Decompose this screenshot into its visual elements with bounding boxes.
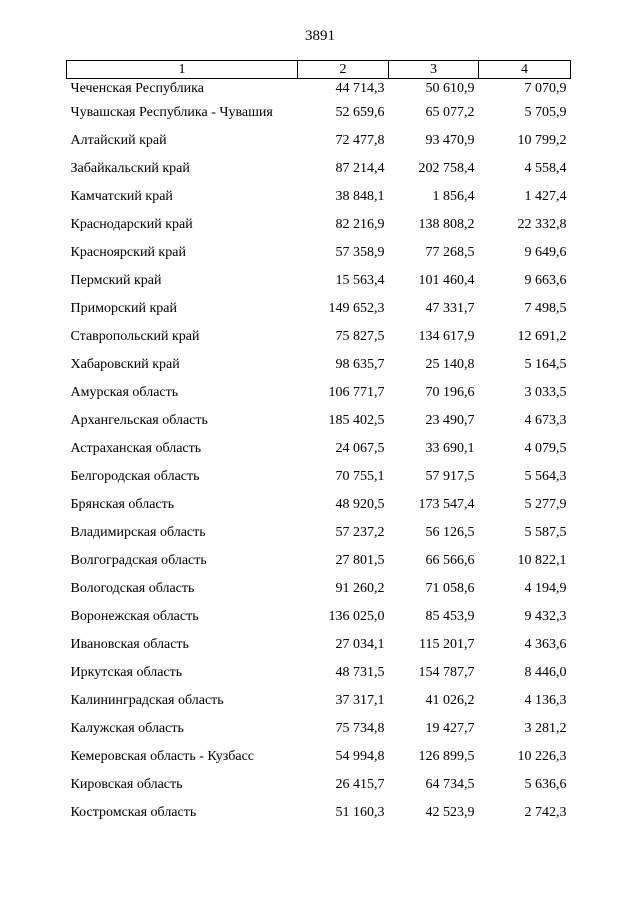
region-name: Алтайский край [70,133,167,148]
column-4-value: 4 673,3 [524,413,567,428]
column-3-value: 70 196,6 [425,385,475,400]
column-3-value: 173 547,4 [418,497,475,512]
table-row [67,687,571,715]
column-3-value: 57 917,5 [425,469,475,484]
column-2-value: 48 731,5 [335,665,385,680]
table-row [67,127,571,155]
column-2-value: 70 755,1 [335,469,385,484]
column-2-value: 51 160,3 [335,805,385,820]
column-4-value: 5 277,9 [524,497,567,512]
column-4-value: 1 427,4 [524,189,567,204]
column-3-value: 47 331,7 [425,301,475,316]
column-2-value: 52 659,6 [335,105,385,120]
table-row [67,519,571,547]
column-2-value: 136 025,0 [328,609,385,624]
column-header-2: 2 [298,61,389,79]
column-4-value: 9 663,6 [524,273,567,288]
column-header-1: 1 [67,61,298,79]
region-name: Красноярский край [70,245,186,260]
column-4-value: 10 799,2 [517,133,567,148]
column-4-value: 5 705,9 [524,105,567,120]
column-4-value: 5 636,6 [524,777,567,792]
column-2-value: 57 237,2 [335,525,385,540]
column-4-value: 2 742,3 [524,805,567,820]
column-4-value: 9 649,6 [524,245,567,260]
region-name: Краснодарский край [70,217,193,232]
column-2-value: 149 652,3 [328,301,385,316]
column-2-value: 24 067,5 [335,441,385,456]
table-row [67,631,571,659]
table-row [67,407,571,435]
column-2-value: 57 358,9 [335,245,385,260]
region-name: Пермский край [70,273,162,288]
column-4-value: 7 070,9 [524,81,567,96]
column-3-value: 1 856,4 [432,189,475,204]
table-row [67,743,571,771]
column-header-3: 3 [389,61,479,79]
column-3-value: 33 690,1 [425,441,475,456]
column-4-value: 10 226,3 [517,749,567,764]
table-row [67,715,571,743]
region-name: Архангельская область [70,413,208,428]
column-2-value: 27 034,1 [335,637,385,652]
column-2-value: 38 848,1 [335,189,385,204]
column-4-value: 4 136,3 [524,693,567,708]
column-2-value: 82 216,9 [335,217,385,232]
column-2-value: 15 563,4 [335,273,385,288]
region-name: Белгородская область [70,469,200,484]
table-row [67,295,571,323]
region-name: Брянская область [70,497,175,512]
column-3-value: 93 470,9 [425,133,475,148]
column-2-value: 75 734,8 [335,721,385,736]
region-name: Хабаровский край [70,357,180,372]
region-name: Забайкальский край [70,161,190,176]
column-3-value: 23 490,7 [425,413,475,428]
table-row [67,659,571,687]
column-3-value: 64 734,5 [425,777,475,792]
column-4-value: 22 332,8 [517,217,567,232]
column-3-value: 85 453,9 [425,609,475,624]
table-row [67,183,571,211]
region-name: Владимирская область [70,525,206,540]
column-2-value: 75 827,5 [335,329,385,344]
column-3-value: 126 899,5 [418,749,475,764]
region-name: Кировская область [70,777,183,792]
column-3-value: 65 077,2 [425,105,475,120]
table-row [67,379,571,407]
column-3-value: 138 808,2 [418,217,475,232]
column-3-value: 66 566,6 [425,553,475,568]
region-name: Чеченская Республика [70,81,204,96]
region-name: Воронежская область [70,609,199,624]
column-3-value: 25 140,8 [425,357,475,372]
table-row [67,211,571,239]
table-row [67,435,571,463]
column-3-value: 19 427,7 [425,721,475,736]
table-header [67,61,571,79]
column-3-value: 77 268,5 [425,245,475,260]
column-2-value: 87 214,4 [335,161,385,176]
region-name: Камчатский край [70,189,173,204]
column-3-value: 134 617,9 [418,329,475,344]
column-4-value: 4 079,5 [524,441,567,456]
table-row [67,799,571,827]
table-row [67,239,571,267]
column-4-value: 5 164,5 [524,357,567,372]
region-name: Чувашская Республика - Чувашия [70,105,273,120]
table-row [67,155,571,183]
column-4-value: 4 194,9 [524,581,567,596]
region-name: Амурская область [70,385,179,400]
column-2-value: 44 714,3 [335,81,385,96]
table-row [67,79,571,100]
column-3-value: 101 460,4 [418,273,475,288]
column-2-value: 185 402,5 [328,413,385,428]
column-header-4: 4 [479,61,571,79]
column-4-value: 5 587,5 [524,525,567,540]
column-2-value: 106 771,7 [328,385,385,400]
regions-table [66,60,571,827]
table-row [67,323,571,351]
column-4-value: 4 558,4 [524,161,567,176]
region-name: Вологодская область [70,581,195,596]
table-row [67,463,571,491]
table-row [67,771,571,799]
column-4-value: 5 564,3 [524,469,567,484]
table-row [67,547,571,575]
column-2-value: 54 994,8 [335,749,385,764]
region-name: Иркутская область [70,665,183,680]
table-row [67,575,571,603]
table-row [67,603,571,631]
region-name: Кемеровская область - Кузбасс [70,749,255,764]
table-row [67,351,571,379]
column-3-value: 202 758,4 [418,161,475,176]
column-3-value: 56 126,5 [425,525,475,540]
column-4-value: 4 363,6 [524,637,567,652]
column-4-value: 12 691,2 [517,329,567,344]
table-row [67,267,571,295]
region-name: Приморский край [70,301,177,316]
column-4-value: 8 446,0 [524,665,567,680]
column-4-value: 7 498,5 [524,301,567,316]
column-2-value: 98 635,7 [335,357,385,372]
region-name: Ставропольский край [70,329,200,344]
column-2-value: 91 260,2 [335,581,385,596]
table-body [67,79,571,828]
header-row [67,61,571,79]
region-name: Костромская область [70,805,197,820]
column-4-value: 10 822,1 [517,553,567,568]
column-3-value: 50 610,9 [425,81,475,96]
column-3-value: 41 026,2 [425,693,475,708]
column-2-value: 26 415,7 [335,777,385,792]
region-name: Калининградская область [70,693,224,708]
column-2-value: 37 317,1 [335,693,385,708]
column-4-value: 9 432,3 [524,609,567,624]
column-3-value: 115 201,7 [419,637,475,652]
column-2-value: 72 477,8 [335,133,385,148]
column-2-value: 48 920,5 [335,497,385,512]
page-number: 3891 [305,28,335,44]
column-3-value: 42 523,9 [425,805,475,820]
column-4-value: 3 033,5 [524,385,567,400]
column-4-value: 3 281,2 [524,721,567,736]
table-row [67,99,571,127]
column-2-value: 27 801,5 [335,553,385,568]
region-name: Ивановская область [70,637,189,652]
column-3-value: 71 058,6 [425,581,475,596]
region-name: Астраханская область [70,441,202,456]
region-name: Калужская область [70,721,184,736]
table-row [67,491,571,519]
column-3-value: 154 787,7 [418,665,475,680]
region-name: Волгоградская область [70,553,207,568]
